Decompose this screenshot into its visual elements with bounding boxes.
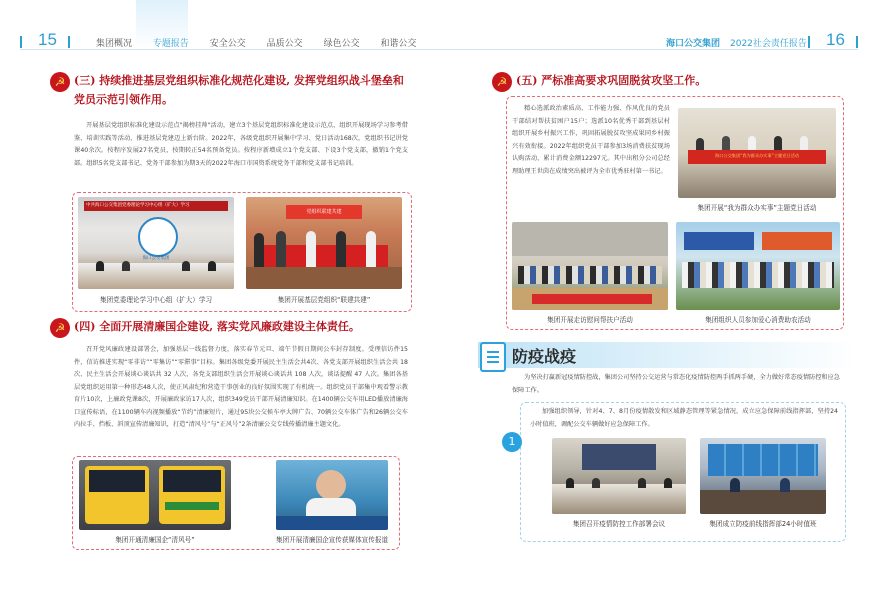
nav-item-harmony[interactable]: 和谐公交 bbox=[380, 39, 417, 49]
study-meeting-banner: 中共海口公交集团党委理论学习中心组（扩大）学习 bbox=[86, 203, 190, 208]
visit-households-photo bbox=[512, 222, 668, 310]
header-right-bar bbox=[808, 36, 810, 48]
epidemic-meeting-caption: 集团召开疫情防控工作部署会议 bbox=[572, 520, 666, 528]
company-name: 海口公交集团 bbox=[666, 39, 721, 49]
report-name: 2022社会责任报告 bbox=[730, 39, 807, 49]
nav-item-green[interactable]: 绿色公交 bbox=[323, 39, 360, 49]
epidemic-meeting-photo bbox=[552, 438, 686, 514]
study-meeting-logo-text: 海口公交集团 bbox=[142, 256, 170, 261]
nav-item-special-report[interactable]: 专题报告 bbox=[152, 39, 189, 49]
epidemic-title: 防疫战疫 bbox=[512, 347, 577, 366]
header-left-bar bbox=[20, 36, 22, 48]
page-number-left: 15 bbox=[38, 30, 57, 49]
section-3-title-line2: 党员示范引领作用。 bbox=[74, 93, 173, 106]
joint-building-photo bbox=[246, 197, 402, 289]
joint-building-caption: 集团开展基层党组织“联建共建” bbox=[277, 296, 371, 304]
study-meeting-caption: 集团党委理论学习中心组（扩大）学习 bbox=[99, 296, 213, 304]
section-5-paragraph: 精心选派政治素质高、工作能力强、作风优良的党员干部结对帮扶贫困户15户；选派10名优秀干部到基层村组织开展乡村振兴工作，巩固拓展脱贫攻坚成果同乡村振兴有效衔接。2022年组织党员干部参加3场消费扶贫现场认购活动，累计消费金额12297元。其中出租分公司总经理助理王世茵在成绩突出被评为全市优秀驻村第一书记。 bbox=[512, 105, 670, 175]
media-report-photo bbox=[276, 460, 388, 530]
nav-item-safety[interactable]: 安全公交 bbox=[209, 39, 246, 49]
header-right-bar-2 bbox=[856, 36, 858, 48]
document-icon bbox=[480, 342, 506, 372]
service-day-banner: 海口公交集团“我为群众办实事”主题党日活动 bbox=[715, 153, 799, 158]
nav-item-overview[interactable]: 集团概况 bbox=[96, 39, 133, 49]
section-4-title: (四) 全面开展清廉国企建设, 落实党风廉政建设主体责任。 bbox=[74, 320, 360, 333]
section-5-title: (五) 严标准高要求巩固脱贫攻坚工作。 bbox=[516, 74, 707, 87]
study-meeting-photo bbox=[78, 197, 234, 289]
nav-item-quality[interactable]: 品质公交 bbox=[266, 39, 303, 49]
epidemic-item-text: 加强组织领导，针对4、7、8月份疫情散发和区域静态管理等紧急情况，成立应急保障前线指挥部，坚持24小时值班，调配公交车辆做好应急保障工作。 bbox=[530, 408, 838, 428]
clean-bus-photo bbox=[79, 460, 231, 530]
section-3-title-line1: (三) 持续推进基层党组织标准化规范化建设, 发挥党组织战斗堡垒和 bbox=[74, 74, 404, 87]
command-post-photo bbox=[700, 438, 826, 514]
party-emblem-icon: ☭ bbox=[50, 318, 70, 338]
joint-building-banner: 党组织联建共建 bbox=[306, 209, 342, 215]
page-number-right: 16 bbox=[826, 30, 845, 49]
party-emblem-icon: ☭ bbox=[50, 72, 70, 92]
media-report-caption: 集团开展清廉国企宣传获媒体宣传报道 bbox=[275, 536, 389, 544]
epidemic-intro: 为坚决打赢新冠疫情防控战，集团公司坚持公交运营与常态化疫情防控两手抓两手硬，全力做好常态疫情防控和应急保障工作。 bbox=[512, 374, 840, 394]
consumer-aid-photo bbox=[676, 222, 840, 310]
section-4-paragraph: 召开党风廉政建设部署会，加强基层一线监督力度，落实春节元旦、端午节假日期间公车封存制度。受理信访件15件，信访推进实现“零非访”“零集访”“零滞事”目标。集团各级党委开展民主生活会共4次、各党支部开展组织生活会共 18 次、民主生活会开展谈心谈话共 32 人次，各党支部组织生活会开展谈心谈话共 108 人次，谈话提醒 47 人次。集团各基层党组织运用第一种形态48人次，使正风肃纪和营造干事创业的良好氛围实现了有机统一。组织党员干部集中观看警示教育片10次，上廉政党课8次，开展廉政家访17人次，组织349党员干部开展清廉知识。在1400辆公交车用LED播放清廉海口宣传标语，在1100辆车内视频播放“节约”清廉短片，通过95块公交候车亭大牌广告、70辆公交车体广告和26辆公交车内拉手、挡板、斜顶宣传清廉知识，打造“清风号”与“正风号”2条清廉公交专线传播清廉主题文化。 bbox=[74, 346, 408, 428]
party-emblem-icon: ☭ bbox=[492, 72, 512, 92]
header-left-bar-2 bbox=[68, 36, 70, 48]
top-nav bbox=[96, 36, 434, 49]
visit-households-caption: 集团开展走访慰问帮扶户活动 bbox=[547, 316, 633, 324]
section-3-paragraph: 开展基层党组织标准化建设示范点"揭榜挂帅"活动，建立3个基层党组织标准化建设示范点，组织开展现场学习参考借鉴、培训实践等活动，推进基层党建迈上新台阶。2022年，各级党组织开展集中学习、党日活动168次，党组织书记讲党课40余次。按程序发展27名党员，按期转正54名预备党员。按程序新增成立1个党支部、下设3个党支部，撤销1个党支部。组织5名党支部书记、党务干部参加为期3天的2022年海口市国资系统党务干部和党支部书记培训。 bbox=[74, 122, 408, 167]
item-number-badge: 1 bbox=[502, 432, 522, 452]
service-day-photo bbox=[678, 108, 836, 198]
consumer-aid-caption: 集团组织人员参加爱心消费助农活动 bbox=[705, 316, 811, 324]
header-divider bbox=[20, 49, 858, 50]
section-3-title bbox=[74, 71, 414, 109]
service-day-caption: 集团开展“我为群众办实事”主题党日活动 bbox=[697, 204, 817, 212]
command-post-caption: 集团成立防疫前线指挥部24小时值班 bbox=[709, 520, 817, 528]
clean-bus-caption: 集团开通清廉国企“清风号” bbox=[115, 536, 195, 544]
